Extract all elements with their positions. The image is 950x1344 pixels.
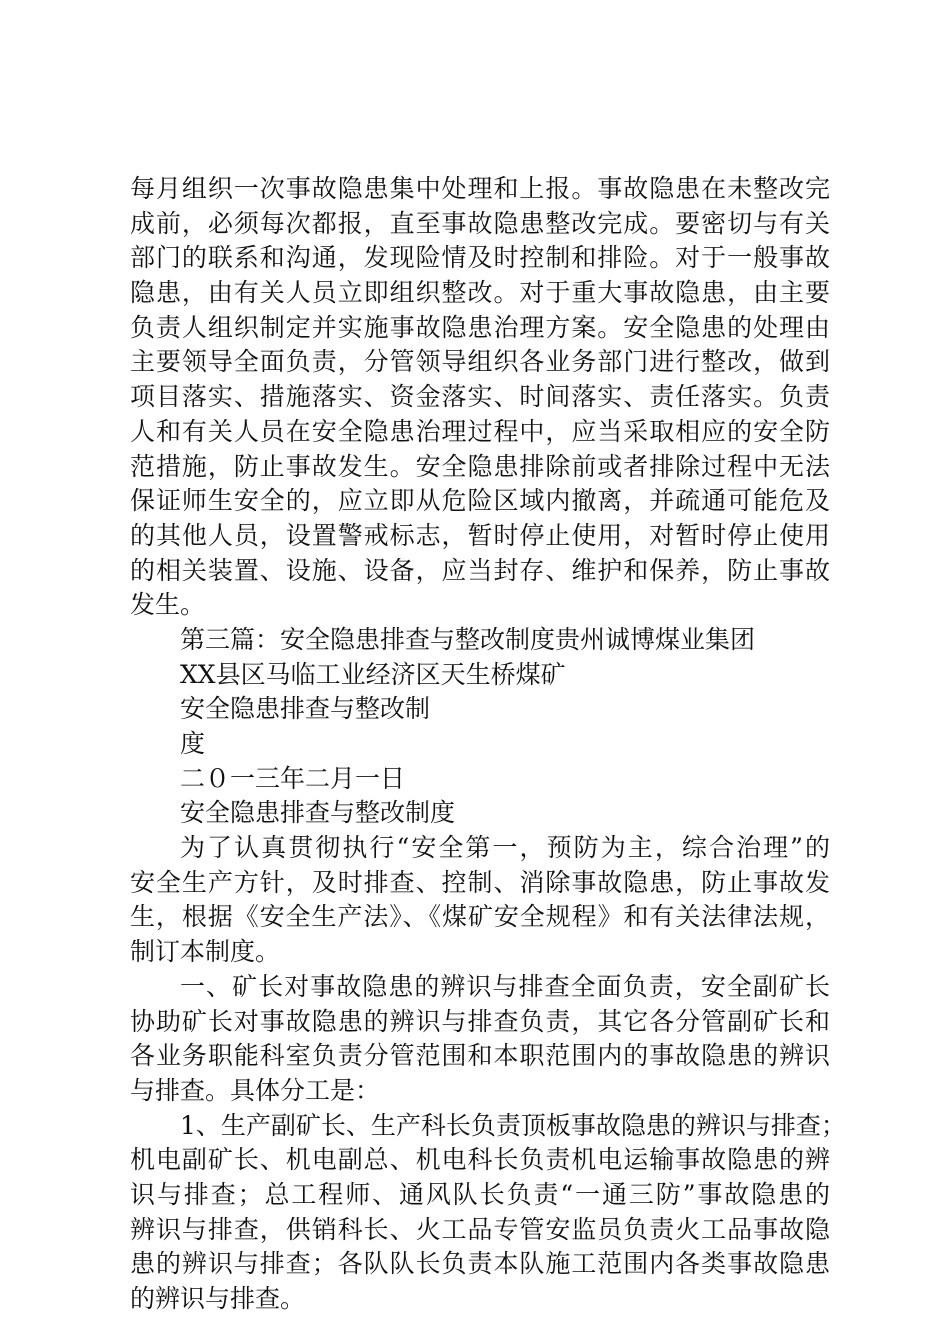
text-line: 主要领导全面负责，分管领导组织各业务部门进行整改，做到 <box>130 347 830 377</box>
text-line: 与排查。具体分工是： <box>130 1075 381 1105</box>
text-line: 安全隐患排查与整改制 <box>180 694 431 724</box>
text-line: 隐患，由有关人员立即组织整改。对于重大事故隐患，由主要 <box>130 278 830 308</box>
text-line: 协助矿长对事故隐患的辨识与排查负责，其它各分管副矿长和 <box>130 1006 830 1036</box>
text-line: 的辨识与排查。 <box>130 1284 306 1313</box>
text-line: 为了认真贯彻执行“安全第一，预防为主，综合治理”的 <box>180 833 830 863</box>
text-line: 第三篇：安全隐患排查与整改制度贵州诚博煤业集团 <box>180 624 756 654</box>
text-line: 范措施，防止事故发生。安全隐患排除前或者排除过程中无法 <box>130 451 830 481</box>
text-line: 的其他人员，设置警戒标志，暂时停止使用，对暂时停止使用 <box>130 520 830 550</box>
text-line: 机电副矿长、机电副总、机电科长负责机电运输事故隐患的辨 <box>130 1145 830 1175</box>
text-line: 成前，必须每次都报，直至事故隐患整改完成。要密切与有关 <box>130 208 830 238</box>
text-line: 部门的联系和沟通，发现险情及时控制和排险。对于一般事故 <box>130 243 830 273</box>
text-line: 项目落实、措施落实、资金落实、时间落实、责任落实。负责 <box>130 382 830 412</box>
text-line: 人和有关人员在安全隐患治理过程中，应当采取相应的安全防 <box>130 416 830 446</box>
text-line: 一、矿长对事故隐患的辨识与排查全面负责，安全副矿长 <box>180 971 830 1001</box>
text-line: 1、生产副矿长、生产科长负责顶板事故隐患的辨识与排查； <box>180 1110 846 1140</box>
text-line: 识与排查；总工程师、通风队长负责“一通三防”事故隐患的 <box>130 1179 830 1209</box>
text-line: 每月组织一次事故隐患集中处理和上报。事故隐患在未整改完 <box>130 174 830 203</box>
text-line: 患的辨识与排查；各队队长负责本队施工范围内各类事故隐患 <box>130 1249 830 1279</box>
text-line: 各业务职能科室负责分管范围和本职范围内的事故隐患的辨识 <box>130 1041 830 1071</box>
text-line: 的相关装置、设施、设备，应当封存、维护和保养，防止事故 <box>130 555 830 585</box>
text-line: 生，根据《安全生产法》、《煤矿安全规程》和有关法律法规， <box>130 902 830 932</box>
text-line: 制订本制度。 <box>130 937 281 967</box>
text-line: 安全生产方针，及时排查、控制、消除事故隐患，防止事故发 <box>130 867 830 897</box>
text-line: 保证师生安全的，应立即从危险区域内撤离，并疏通可能危及 <box>130 486 830 516</box>
text-line: 二０一三年二月一日 <box>180 763 406 793</box>
text-line: 负责人组织制定并实施事故隐患治理方案。安全隐患的处理由 <box>130 312 830 342</box>
text-line: XX县区马临工业经济区天生桥煤矿 <box>180 659 566 689</box>
document-body <box>130 172 846 1317</box>
text-line: 度 <box>180 729 206 758</box>
text-line: 发生。 <box>130 590 206 620</box>
text-line: 安全隐患排查与整改制度 <box>180 798 456 828</box>
text-line: 辨识与排查，供销科长、火工品专管安监员负责火工品事故隐 <box>130 1214 830 1244</box>
